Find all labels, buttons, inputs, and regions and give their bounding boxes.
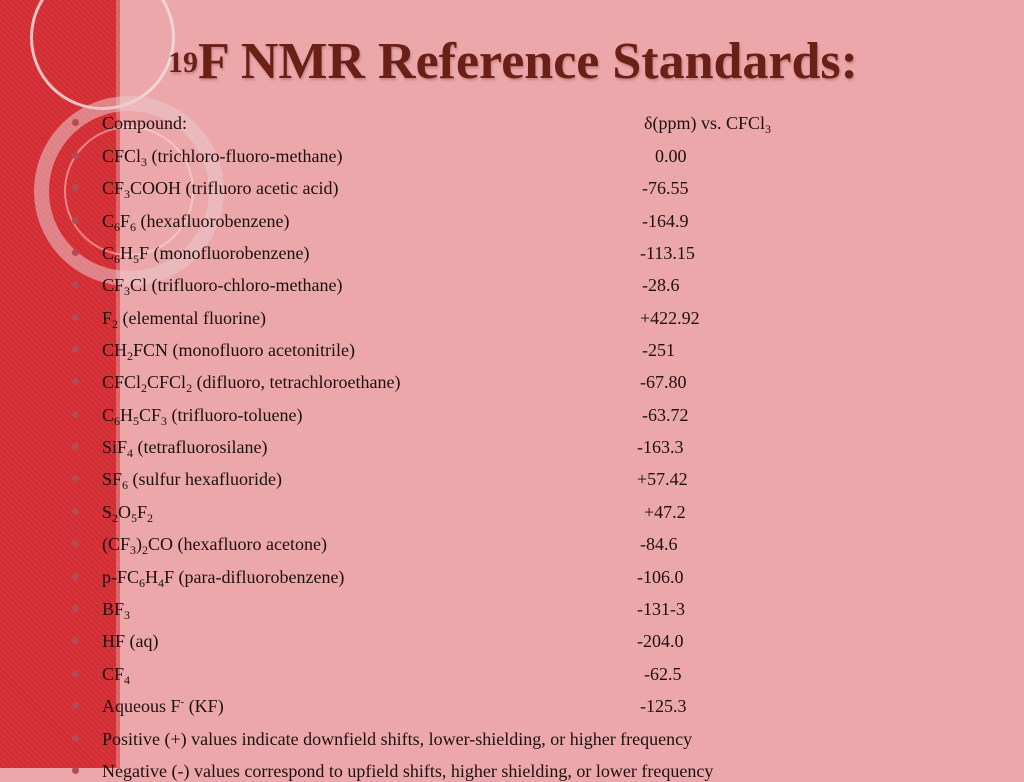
bullet-icon [72, 573, 79, 580]
note-text: Negative (-) values correspond to upfield shifts, higher shielding, or lower frequency [102, 761, 714, 781]
header-shift [644, 112, 771, 134]
chemical-shift-value: +47.2 [644, 502, 686, 522]
bullet-icon [72, 184, 79, 191]
chemical-shift-value: +422.92 [640, 308, 700, 328]
compound-name: $SF_6$ (sulfur hexafluoride) [102, 469, 282, 492]
compound-name: $C_6F_6$ (hexafluorobenzene) [102, 211, 290, 234]
chemical-shift-value: -204.0 [637, 631, 684, 651]
compound-name: $CH_2FCN$ (monofluoro acetonitrile) [102, 340, 355, 363]
bullet-icon [72, 281, 79, 288]
bullet-icon [72, 346, 79, 353]
bullet-icon [72, 378, 79, 385]
bullet-icon [72, 508, 79, 515]
bullet-icon [72, 637, 79, 644]
chemical-shift-value: -164.9 [642, 211, 689, 231]
header-compound: Compound: [102, 113, 188, 133]
compound-name: $(CF_3)_2CO$ (hexafluoro acetone) [102, 534, 327, 557]
compound-name: HF (aq) [102, 631, 159, 651]
compound-name: $C_6H_5CF_3$ (trifluoro-toluene) [102, 405, 303, 428]
bullet-icon [72, 735, 79, 742]
compound-name: $BF_3$ [102, 599, 131, 622]
compound-name: $C_6H_5F$ (monofluorobenzene) [102, 243, 310, 266]
header-shift-text: δ(ppm) vs. CFCl [644, 113, 765, 133]
bullet-icon [72, 249, 79, 256]
bullet-icon [72, 540, 79, 547]
chemical-shift-value: 0.00 [655, 146, 687, 166]
chemical-shift-value: -63.72 [642, 405, 689, 425]
bullet-icon [72, 475, 79, 482]
bullet-icon [72, 670, 79, 677]
chemical-shift-value: -125.3 [640, 696, 687, 716]
compound-name: $CF_3Cl$ (trifluoro-chloro-methane) [102, 275, 343, 298]
chemical-shift-value: -251 [642, 340, 675, 360]
bullet-icon [72, 411, 79, 418]
chemical-shift-value: -28.6 [642, 275, 680, 295]
chemical-shift-value: -106.0 [637, 567, 684, 587]
header-shift-subscript: 3 [765, 122, 771, 136]
note-text: Positive (+) values indicate downfield shifts, lower-shielding, or higher frequency [102, 729, 693, 749]
bullet-icon [72, 605, 79, 612]
bullet-icon [72, 314, 79, 321]
chemical-shift-value: -76.55 [642, 178, 689, 198]
bullet-icon [72, 217, 79, 224]
chemical-shift-value: -131-3 [637, 599, 685, 619]
chemical-shift-value: -163.3 [637, 437, 684, 457]
chemical-shift-value: -113.15 [640, 243, 695, 263]
compound-name: $CF_3COOH$ (trifluoro acetic acid) [102, 178, 339, 201]
compound-name: $F_2$ (elemental fluorine) [102, 308, 266, 331]
chemical-shift-value: -84.6 [640, 534, 678, 554]
title-text: F NMR Reference Standards: [198, 33, 858, 90]
compound-name: $p-FC_6H_4F$ (para-difluorobenzene) [102, 567, 345, 590]
chemical-shift-value: -67.80 [640, 372, 687, 392]
compound-name: $S_2O_5F_2$ [102, 502, 154, 525]
compound-name: CFCl$_3$ (trichloro-fluoro-methane) [102, 146, 343, 169]
compound-name: CFCl$_2$CFCl$_2$ (difluoro, tetrachloroethane) [102, 372, 401, 395]
bullet-icon [72, 767, 79, 774]
compound-name: Aqueous F- (KF) [102, 696, 224, 716]
bullet-icon [72, 119, 79, 126]
compound-name: $CF_4$ [102, 664, 131, 687]
compound-name: SiF$_4$ (tetrafluorosilane) [102, 437, 268, 460]
bullet-icon [72, 443, 79, 450]
chemical-shift-value: +57.42 [637, 469, 688, 489]
title-superscript: 19 [168, 46, 198, 79]
chemical-shift-value: -62.5 [644, 664, 682, 684]
bullet-icon [72, 152, 79, 159]
bullet-icon [72, 702, 79, 709]
